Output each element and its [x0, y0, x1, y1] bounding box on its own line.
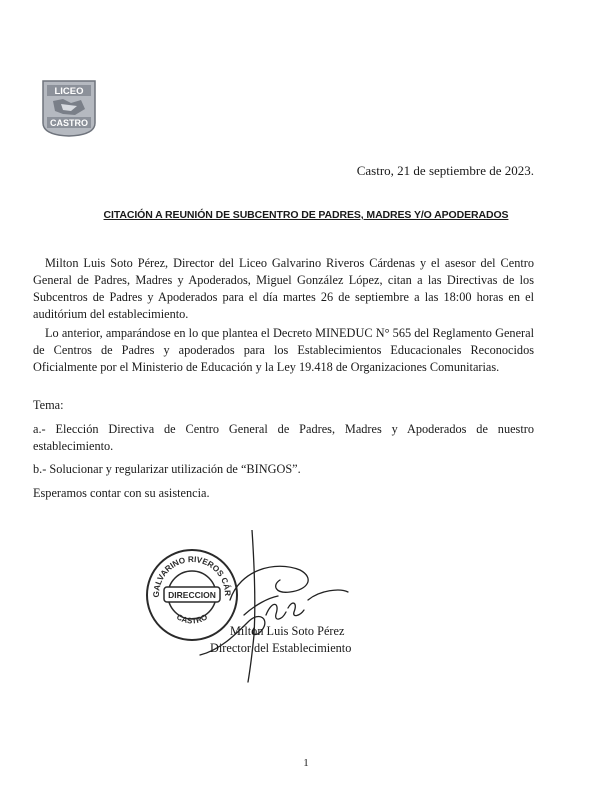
- signature-icon: [180, 530, 350, 690]
- document-subject: CITACIÓN A REUNIÓN DE SUBCENTRO DE PADRES, MADRES Y/O APODERADOS: [103, 209, 509, 221]
- stamp-bottom-text: CASTRO: [175, 612, 209, 626]
- document-date: Castro, 21 de septiembre de 2023.: [356, 163, 534, 178]
- logo-bottom-text: CASTRO: [50, 118, 88, 128]
- handwritten-signature: [180, 530, 350, 690]
- paragraph-1: [33, 255, 534, 323]
- closing-text: Esperamos contar con su asistencia.: [33, 486, 210, 500]
- agenda-item-b: b.- Solucionar y regularizar utilización de “BINGOS”.: [33, 462, 301, 476]
- signatory-title: Director del Establecimiento: [210, 641, 352, 655]
- paragraph-2-text: Lo anterior, amparándose en lo que plantea el Decreto MINEDUC N° 565 del Reglamento General de Centros de Padres y apoderados para los Establecimientos Educacionales Reconocidos Oficialmente por el Ministerio de Educación y la Ley 19.418 de Organizaciones Comunitarias.: [33, 326, 534, 374]
- agenda-item-a-text: a.- Elección Directiva de Centro General de Padres, Madres y Apoderados de nuestro establecimiento.: [33, 422, 534, 453]
- signatory-name: Milton Luis Soto Pérez: [230, 624, 345, 638]
- tema-label: Tema:: [33, 398, 64, 412]
- paragraph-2: [33, 325, 534, 376]
- logo-top-text: LICEO: [54, 86, 84, 97]
- stamp-center-text: DIRECCION: [168, 590, 216, 600]
- liceo-castro-crest-icon: [41, 79, 97, 137]
- school-logo: [41, 79, 97, 137]
- agenda-item-a: [33, 421, 534, 455]
- page-number: 1: [303, 757, 309, 769]
- paragraph-1-text: Milton Luis Soto Pérez, Director del Liceo Galvarino Riveros Cárdenas y el asesor del Centro General de Padres, Madres y Apoderados, Miguel González López, citan a las Directivas de los Subcentros de Padres y Apoderados para el día martes 26 de septiembre a las 18:00 horas en el auditórium del establecimiento.: [33, 256, 534, 321]
- stamp-outer-text: GALVARINO RIVEROS CÁR: [151, 554, 233, 598]
